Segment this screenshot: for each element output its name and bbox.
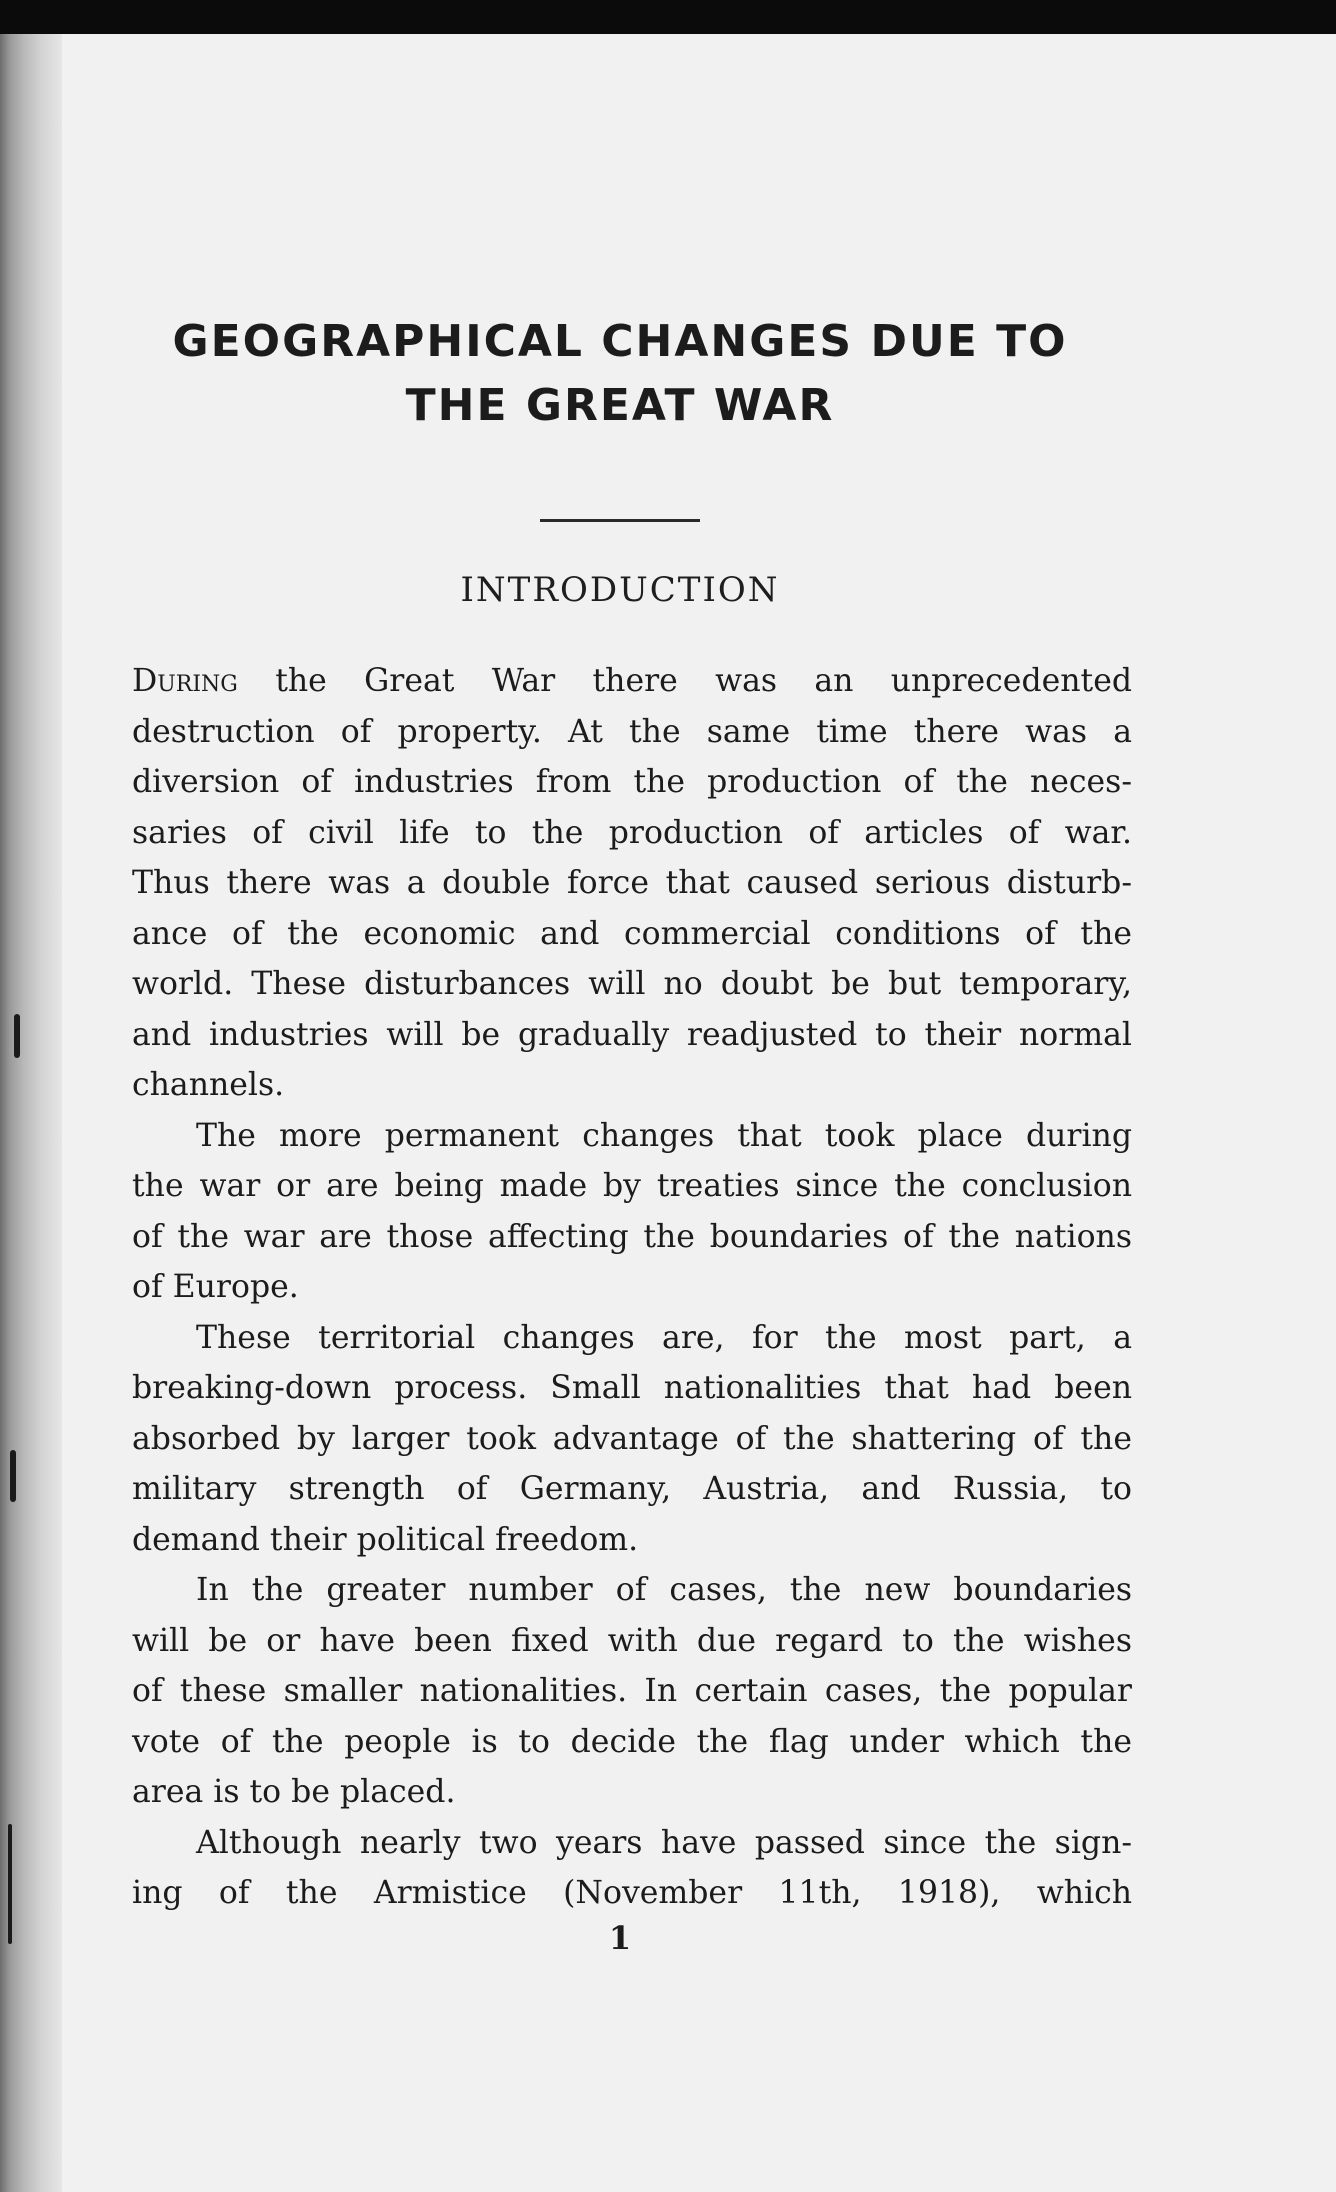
paragraph (132, 1818, 1132, 1919)
text-line: world. These disturbances will no doubt be but temporary, (132, 966, 1132, 1002)
text-line: diversion of industries from the production of the neces- (132, 764, 1132, 800)
title-divider (540, 519, 700, 522)
text-line: destruction of property. At the same time there was a (132, 713, 1132, 750)
text-line: demand their political freedom. (132, 1521, 639, 1558)
paragraph (132, 1565, 1132, 1818)
text-line: ing of the Armistice (November 11th, 1918), which (132, 1875, 1132, 1911)
text-line: of Europe. (132, 1269, 299, 1305)
scan-left-edge (0, 34, 62, 2192)
text-line: vote of the people is to decide the flag under which the (132, 1723, 1132, 1760)
title-line: GEOGRAPHICAL CHANGES DUE TO (172, 316, 1068, 367)
scan-edge-mark (14, 1014, 20, 1058)
text-line: saries of civil life to the production of articles of war. (132, 814, 1132, 851)
scan-edge-mark (8, 1824, 12, 1944)
scan-top-border (0, 0, 1336, 34)
paragraph (132, 1313, 1132, 1566)
text-line: absorbed by larger took advantage of the shattering of the (132, 1420, 1132, 1457)
title-line: THE GREAT WAR (405, 380, 835, 431)
page-number: 1 (608, 1919, 632, 1957)
text-line: breaking-down process. Small nationalities that had been (132, 1370, 1132, 1406)
text-line: the war or are being made by treaties since the conclusion (132, 1168, 1132, 1204)
text-line: will be or have been fixed with due regard to the wishes (132, 1622, 1132, 1659)
text-line: of the war are those affecting the boundaries of the nations (132, 1218, 1132, 1255)
text-line: channels. (132, 1067, 285, 1103)
paragraph (132, 1111, 1132, 1313)
text-line: of these smaller nationalities. In certain cases, the popular (132, 1673, 1132, 1709)
text-line: Although nearly two years have passed since the sign- (196, 1824, 1132, 1861)
paragraph (132, 656, 1132, 1111)
text-line-rest: the Great War there was an unprecedented (237, 663, 1132, 699)
text-line (132, 656, 1132, 707)
text-line: In the greater number of cases, the new boundaries (196, 1572, 1132, 1608)
section-heading: INTRODUCTION (460, 570, 780, 610)
text-line: These territorial changes are, for the most part, a (196, 1319, 1132, 1356)
text-line: Thus there was a double force that caused serious disturb- (132, 865, 1132, 901)
body-text (132, 656, 1132, 1919)
text-line: military strength of Germany, Austria, and Russia, to (132, 1471, 1132, 1507)
page-title (100, 310, 1140, 438)
text-line: area is to be placed. (132, 1774, 456, 1810)
text-line: and industries will be gradually readjusted to their normal (132, 1016, 1132, 1053)
scan-edge-mark (10, 1450, 16, 1502)
text-line: ance of the economic and commercial conditions of the (132, 915, 1132, 952)
lead-word: During (132, 663, 238, 699)
text-line: The more permanent changes that took place during (196, 1117, 1132, 1154)
